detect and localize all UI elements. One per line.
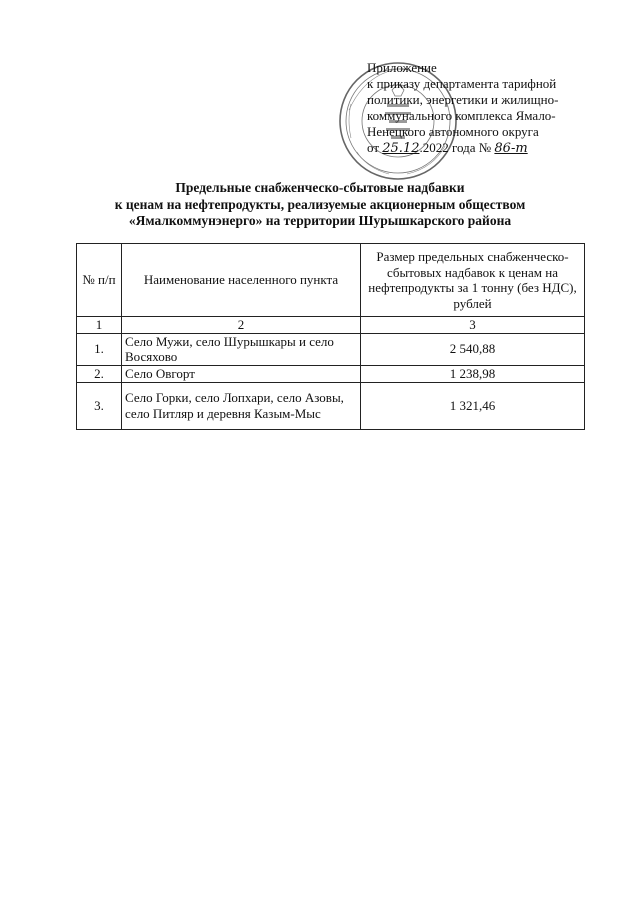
date-prefix: от [367,140,380,155]
handwritten-order-number: 86-т [494,141,528,156]
header-value: Размер предельных снабженческо-сбытовых надбавок к ценам на нефтепродукты за 1 тонну (без НДС), рублей [361,244,585,317]
markup-table [76,243,585,430]
appendix-line: к приказу департамента тарифной [367,76,557,91]
title-line: к ценам на нефтепродукты, реализуемые акционерным обществом [114,196,526,212]
table-header-row [77,244,585,317]
row-num: 1. [77,333,122,365]
title-line: Предельные снабженческо-сбытовые надбавки [175,180,465,195]
row-value: 1 238,98 [361,365,585,382]
appendix-line: Ненецкого автономного округа [367,124,539,139]
row-name: Село Овгорт [122,365,361,382]
row-name: Село Мужи, село Шурышкары и село Восяхово [122,333,361,365]
row-name: Село Горки, село Лопхари, село Азовы, село Питляр и деревня Казым-Мыс [122,382,361,429]
column-number-row [77,317,585,334]
column-number: 3 [361,317,585,334]
header-name: Наименование населенного пункта [122,244,361,317]
row-value: 1 321,46 [361,382,585,429]
appendix-block [367,60,617,157]
date-year: .2022 года № [419,140,492,155]
appendix-line: политики, энергетики и жилищно- [367,92,559,107]
table-row [77,333,585,365]
table-row [77,365,585,382]
column-number: 2 [122,317,361,334]
row-num: 2. [77,365,122,382]
appendix-date-line [367,140,617,157]
column-number: 1 [77,317,122,334]
header-num: № п/п [77,244,122,317]
handwritten-date: 25.12 [382,141,420,156]
title-line: «Ямалкоммунэнерго» на территории Шурышкарского района [128,213,512,228]
row-value: 2 540,88 [361,333,585,365]
document-title [60,180,580,230]
appendix-line: Приложение [367,60,437,75]
table-row [77,382,585,429]
appendix-line: коммунального комплекса Ямало- [367,108,556,123]
row-num: 3. [77,382,122,429]
